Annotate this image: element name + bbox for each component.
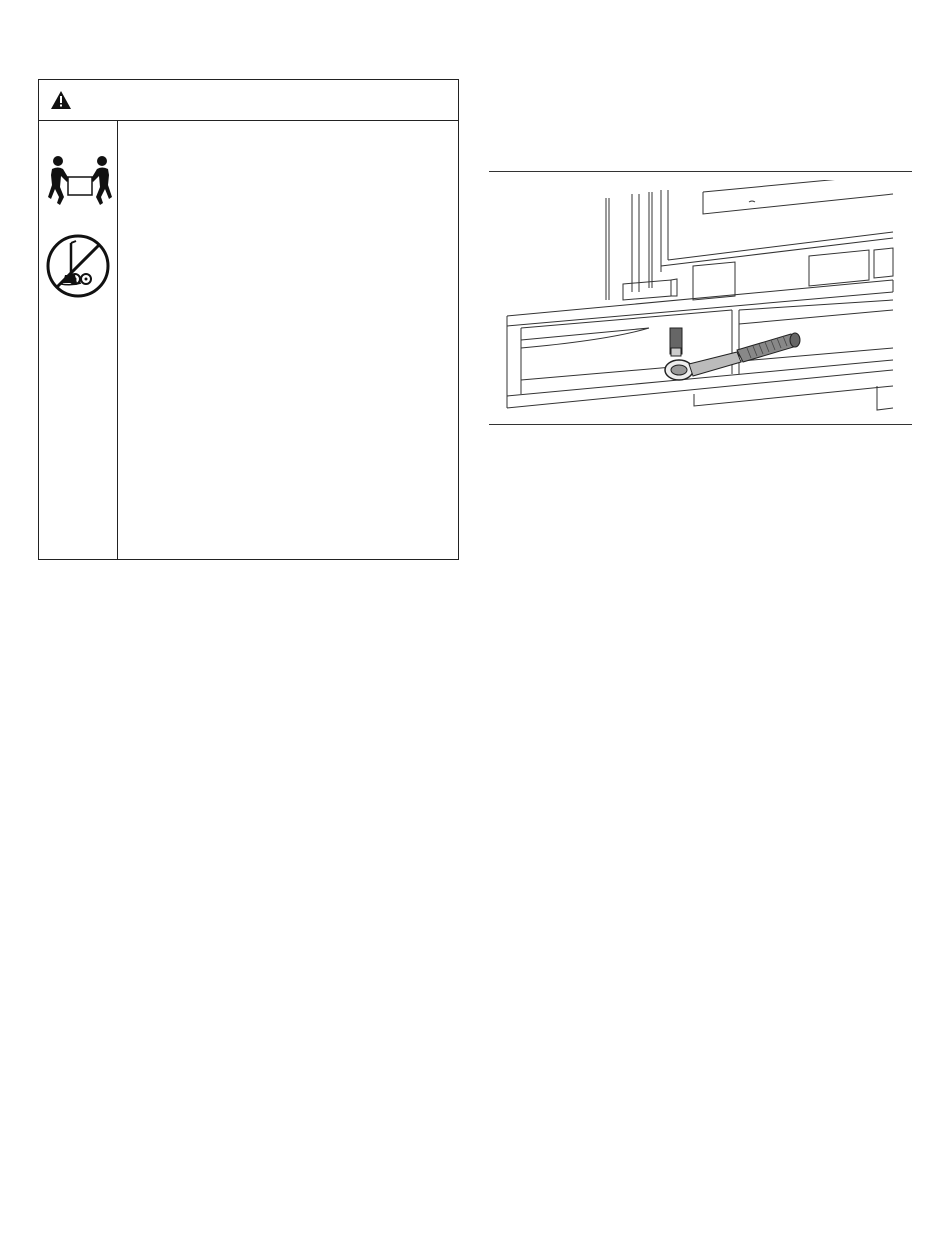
warning-icon-column (39, 121, 118, 559)
figure-bottom-rule (489, 424, 912, 425)
warning-body (118, 121, 458, 559)
no-hand-truck-icon (45, 233, 111, 299)
warning-header (39, 80, 458, 121)
warning-box (38, 79, 459, 560)
warning-triangle-icon (51, 91, 71, 109)
ratchet-wrench-illustration (489, 180, 912, 416)
two-person-lift-icon (48, 155, 112, 211)
figure-top-rule (489, 171, 912, 172)
